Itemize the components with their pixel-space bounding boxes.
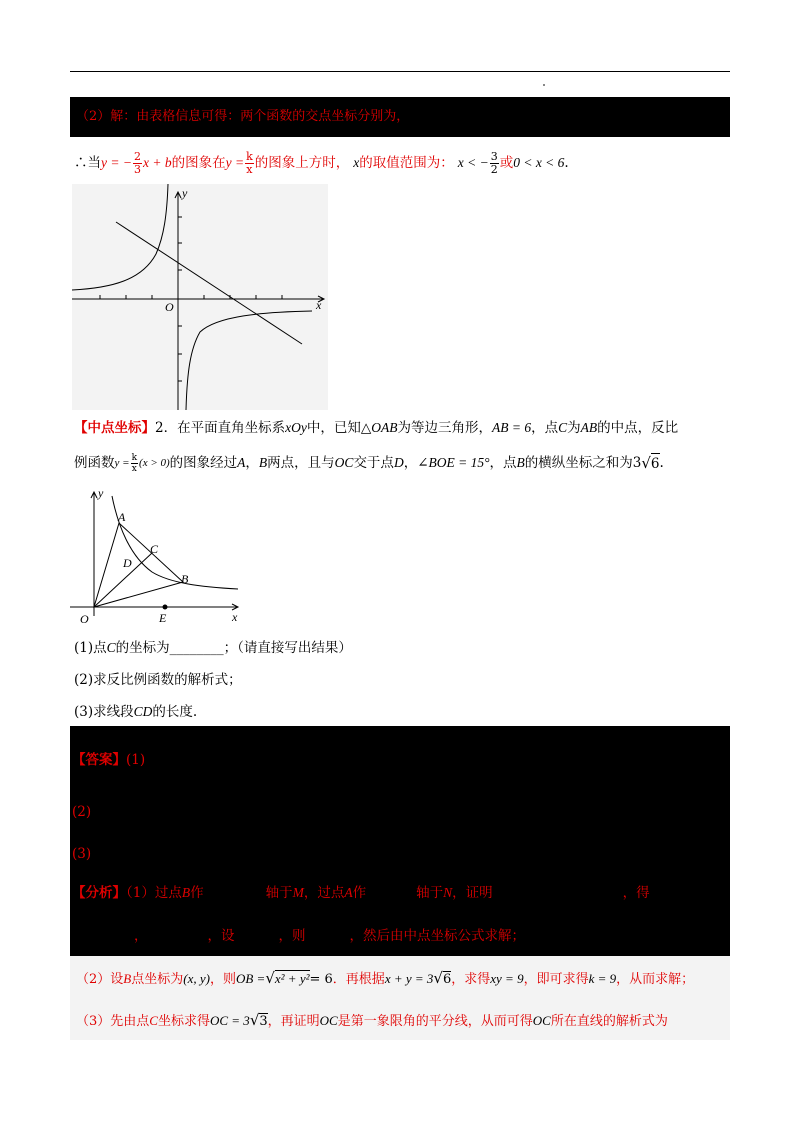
an2-e: ，求得 <box>451 972 491 987</box>
an-l1-c: 轴于 <box>265 885 293 901</box>
eq2-lhs: y = <box>225 155 245 170</box>
p2l2-y: y = <box>114 457 130 469</box>
an-l1-a: （1）过点 <box>126 885 182 901</box>
part2-banner <box>70 97 730 137</box>
an2-xy9: xy = 9 <box>490 971 524 986</box>
conclusion-mid1: 的图象在 <box>171 155 226 171</box>
analysis3-line: （3）先由点C坐标求得OC = 3√3，再证明OC是第一象限角的平分线，从而可得OC所在直线的解析式为 <box>76 1011 668 1029</box>
an-l1-m: M <box>292 885 304 900</box>
graph1-x-label: x <box>316 298 322 312</box>
an-l1-d: ，过点 <box>303 885 345 901</box>
problem2-line1 <box>74 418 678 438</box>
p2l1-c-point: C <box>558 420 568 435</box>
graph2-y-label: y <box>98 486 104 500</box>
eq1-lhs: y = − <box>101 155 132 170</box>
an2-sum-rad: 6 <box>442 972 452 987</box>
graph2-a-label: A <box>118 510 126 524</box>
q1-a: (1)点 <box>74 640 107 656</box>
range1-lhs: x < − <box>457 155 489 170</box>
eq2-fraction <box>245 151 254 176</box>
graph1-y-label: y <box>182 186 188 200</box>
an3-c-point: C <box>149 1013 158 1028</box>
question-1 <box>74 638 352 658</box>
an-l2-a: ， <box>134 928 148 944</box>
p2l1-c: 为等边三角形， <box>397 420 492 436</box>
an2-ob: OB = <box>235 971 266 986</box>
problem2-tag: 【中点坐标】 <box>74 420 155 436</box>
p2l2-oc: OC <box>334 455 354 470</box>
an2-k9: k = 9 <box>588 971 617 986</box>
an2-a: （2）设 <box>76 972 124 987</box>
p2l2-a: 例函数 <box>74 455 115 471</box>
p2l2-h: 的横纵坐标之和为 <box>524 455 633 471</box>
an-l2-c: ，则 <box>278 928 306 944</box>
analysis-line2 <box>134 926 525 946</box>
an-l1-f: 轴于 <box>416 885 444 901</box>
graph2-point-e <box>163 605 168 610</box>
range1-fraction <box>490 151 499 176</box>
graph1-hyperbola-upper <box>72 184 168 290</box>
graph1-origin-label: O <box>165 300 174 314</box>
conclusion-or: 或 <box>499 155 514 171</box>
p2l2-fraction <box>131 453 138 474</box>
p2l1-f: 的中点，反比 <box>597 420 679 436</box>
p2l2-den: x <box>131 463 137 474</box>
question-3 <box>74 702 197 722</box>
eq1-fraction <box>133 151 142 176</box>
p2l2-g: ，点 <box>489 455 517 471</box>
an2-c: ，则 <box>209 972 236 987</box>
an2-f: ，即可求得 <box>523 972 589 987</box>
header-dot <box>543 84 545 86</box>
an-l1-h: ，得 <box>622 885 650 901</box>
p2l1-e: 为 <box>567 420 581 436</box>
an2-b-point: B <box>123 971 132 986</box>
an-l2-d: ，然后由中点坐标公式求解； <box>349 928 525 944</box>
an-l1-b: 作 <box>190 885 204 901</box>
q3-cd: CD <box>133 704 153 719</box>
p2l2-end: . <box>659 455 664 471</box>
q1-c: C <box>106 640 116 655</box>
an2-g: ，从而求解； <box>616 972 695 987</box>
graph1-hyperbola-lower <box>186 311 312 410</box>
graph2-c-label: C <box>150 542 159 556</box>
p2l1-oab: OAB <box>371 420 398 435</box>
an3-oc-rad: 3 <box>259 1014 268 1029</box>
eq2-den: x <box>246 162 253 176</box>
an3-c: ，再证明 <box>267 1014 320 1029</box>
an2-d: ．再根据 <box>332 972 385 987</box>
an3-oc: OC = 3 <box>209 1013 250 1028</box>
graph2-x-label: x <box>232 610 238 624</box>
p2l2-b: 的图象经过 <box>169 455 238 471</box>
p2l2-d-point: D <box>393 455 404 470</box>
graph2-b-label: B <box>181 572 189 586</box>
p2l2-f: ， <box>403 455 418 471</box>
q3-b: 的长度. <box>152 704 198 720</box>
answer-block <box>70 726 730 956</box>
range2: 0 < x < 6 <box>513 155 565 170</box>
p2l2-d: 两点，且与 <box>267 455 335 471</box>
p2l2-b-point: B <box>258 455 268 470</box>
conclusion-end: . <box>564 155 569 171</box>
p2l2-angle: ∠BOE = 15° <box>417 455 490 470</box>
p2l1-ab2: AB <box>580 420 598 435</box>
graph2-figure <box>70 486 245 628</box>
q1-b: 的坐标为________；（请直接写出结果） <box>115 640 352 656</box>
p2l2-b2: B <box>516 455 525 470</box>
an3-b: 坐标求得 <box>157 1014 210 1029</box>
range1-num: 3 <box>490 149 498 163</box>
conclusion-var-x: x <box>353 155 360 170</box>
p2l1-b: 中，已知△ <box>306 420 372 436</box>
an3-e: 所在直线的解析式为 <box>550 1014 668 1029</box>
conclusion-line <box>74 146 569 180</box>
graph2-e-label: E <box>159 611 167 625</box>
an3-d: 是第一象限角的平分线，从而可得 <box>337 1014 533 1029</box>
analysis-line1 <box>72 883 650 903</box>
an3-a: （3）先由点 <box>76 1014 150 1029</box>
p2l2-e: 交于点 <box>353 455 394 471</box>
an2-rad: x² + y² <box>274 971 310 986</box>
analysis-continued <box>70 956 730 1040</box>
graph2-o-label: O <box>80 612 89 626</box>
conclusion-mid3: 的取值范围为： <box>359 155 454 171</box>
range1-den: 2 <box>490 162 498 176</box>
p2l1-a: 2．在平面直角坐标系 <box>155 420 286 436</box>
an3-oc2: OC <box>319 1013 338 1028</box>
problem2-line2: 例函数 y = $\frac{k}{x}$ (x > 0) 的图象经过 A ， B 两点，且与 OC 交于点 D ， ∠BOE = 15° ，点 B 的横纵坐标之和为 3 √ 6 . <box>74 452 664 474</box>
an2-xy: (x, y) <box>183 971 210 986</box>
p2l2-a-point: A <box>237 455 246 470</box>
an-l1-g: ，证明 <box>452 885 493 901</box>
p2l1-xoy: xOy <box>285 420 307 435</box>
answer-tag: 【答案】 <box>72 752 126 768</box>
analysis-tag: 【分析】 <box>72 885 126 901</box>
header-rule <box>70 71 730 72</box>
answer-p1: (1) <box>126 752 146 768</box>
an2-b: 点坐标为 <box>131 972 184 987</box>
an-l1-a-point: A <box>344 885 353 900</box>
analysis2-line: （2）设B点坐标为(x, y)，则OB =√x² + y²= 6．再根据x + y = 3√6，求得xy = 9，即可求得k = 9，从而求解； <box>76 969 695 987</box>
conclusion-prefix: ∴当 <box>74 155 101 171</box>
p2l2-c: ， <box>245 455 259 471</box>
question-2: (2)求反比例函数的解析式； <box>74 672 242 688</box>
graph2-d-label: D <box>123 556 132 570</box>
eq1-num: 2 <box>133 149 141 163</box>
an2-eq6: = 6 <box>309 972 333 987</box>
p2l2-cond: (x > 0) <box>139 457 170 469</box>
q3-a: (3)求线段 <box>74 704 134 720</box>
an-l1-e: 作 <box>352 885 367 901</box>
p2l2-num: k <box>131 452 138 463</box>
eq2-num: k <box>246 149 253 163</box>
p2l1-ab: AB = 6 <box>491 420 532 435</box>
p2l2-val-a: 3 <box>632 455 642 471</box>
answer-line1 <box>72 750 145 770</box>
an-l1-b-point: B <box>181 885 191 900</box>
graph1-figure <box>72 184 328 410</box>
an-l1-n: N <box>443 885 453 900</box>
an-l2-b: ，设 <box>207 928 235 944</box>
part2-banner-text: （2）解：由表格信息可得：两个函数的交点坐标分别为， <box>76 109 410 124</box>
conclusion-mid2: 的图象上方时， <box>254 155 350 171</box>
an3-oc3: OC <box>532 1013 551 1028</box>
p2l1-d: ，点 <box>531 420 559 436</box>
eq1-rhs: x + b <box>142 155 172 170</box>
answer-p3: (3) <box>72 846 92 862</box>
eq1-den: 3 <box>133 162 141 176</box>
p2l2-val-rad: 6 <box>651 453 660 474</box>
answer-p2: (2) <box>72 804 92 820</box>
an2-sum: x + y = 3 <box>384 971 434 986</box>
